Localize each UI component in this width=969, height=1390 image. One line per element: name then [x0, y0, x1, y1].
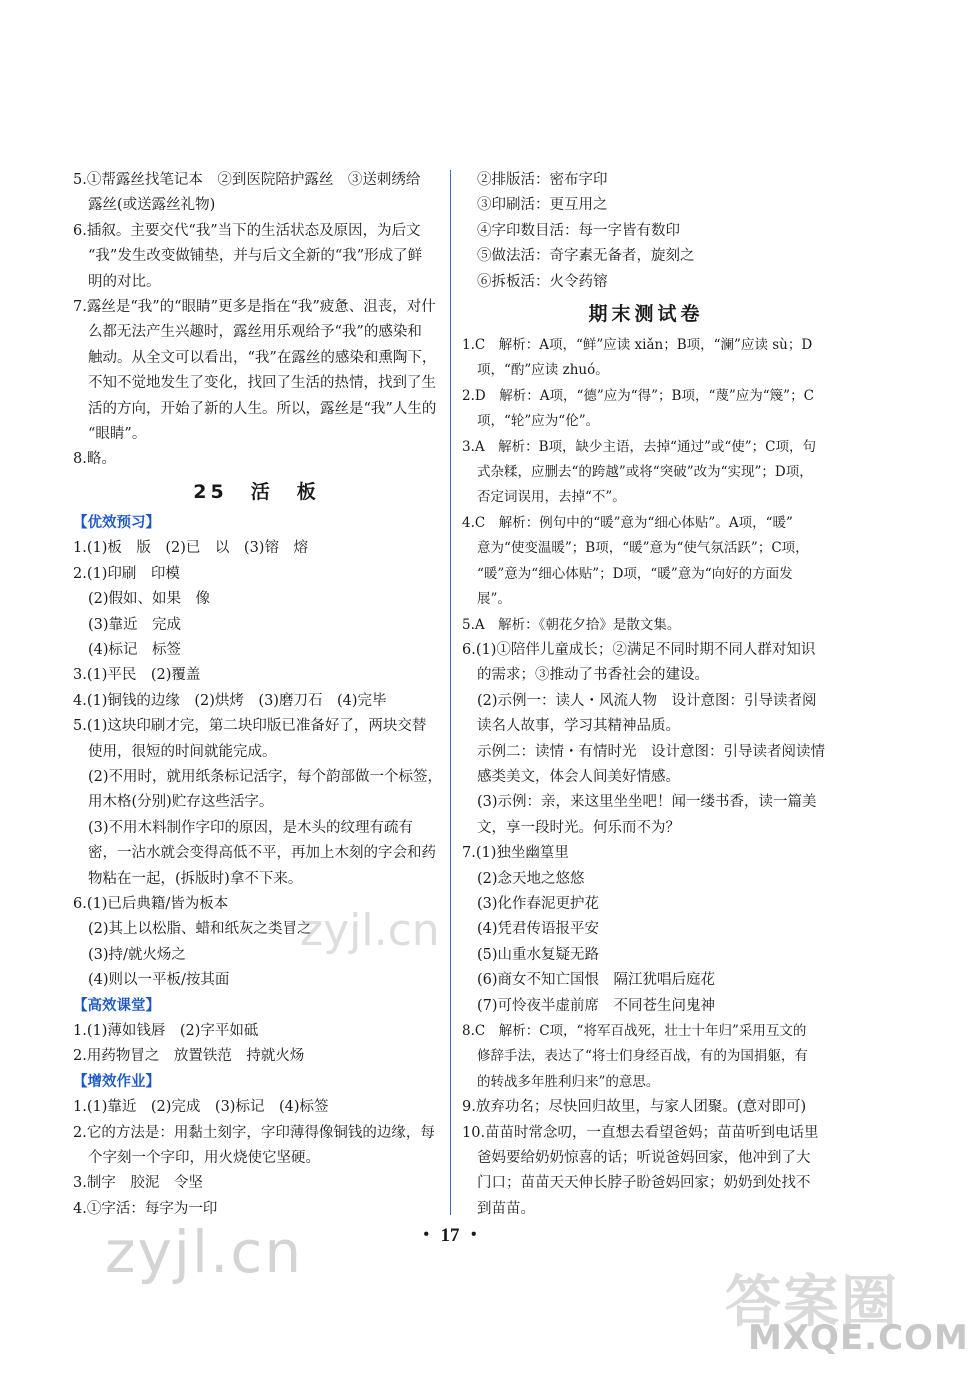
section-label: 【优效预习】: [73, 514, 160, 531]
answer-line: 4.(1)铜钱的边缘 (2)烘烤 (3)磨刀石 (4)完毕: [73, 692, 387, 709]
answer-line: 的转战多年胜利归来”的意思。: [477, 1073, 660, 1090]
section-label: 【增效作业】: [73, 1073, 160, 1090]
answer-line: 读名人故事，学习其精神品质。: [477, 718, 680, 735]
answer-line: 10.苗苗时常念叨，一直想去看望爸妈；苗苗听到电话里: [462, 1124, 819, 1141]
answer-line: 4.C 解析：例句中的“暖”意为“细心体贴”。A项，“暖”: [462, 514, 793, 531]
answer-line: 触动。从全文可以看出，“我”在露丝的感染和熏陶下，: [88, 349, 437, 366]
answer-line: 5.(1)这块印刷才完，第二块印版已准备好了，两块交替: [73, 718, 427, 735]
answer-line: 3.(1)平民 (2)覆盖: [73, 667, 201, 684]
answer-line: 7.露丝是“我”的“眼睛”更多是指在“我”疲惫、沮丧，对什: [73, 299, 436, 316]
answer-line: 到苗苗。: [477, 1200, 535, 1217]
answer-line: (3)靠近 完成: [88, 616, 182, 633]
page-number: ・ 17 ・: [416, 1225, 484, 1246]
answer-line: 9.放弃功名；尽快回归故里，与家人团聚。(意对即可): [462, 1099, 807, 1116]
answer-line: 式杂糅，应删去“的跨越”或将“突破”改为“实现”；D项，: [477, 464, 813, 481]
column-divider: [450, 170, 451, 1215]
section-label: 【高效课堂】: [73, 997, 160, 1014]
answer-line: (2)其上以松脂、蜡和纸灰之类冒之: [88, 921, 312, 938]
answer-line: 个字刻一个字印，用火烧使它坚硬。: [88, 1150, 320, 1167]
answer-line: 1.(1)靠近 (2)完成 (3)标记 (4)标签: [73, 1099, 329, 1116]
answer-line: 1.C 解析：A项，“鲜”应读 xiǎn；B项，“澜”应读 sù；D: [462, 337, 813, 354]
answer-line: (4)标记 标签: [88, 641, 182, 658]
answer-line: 物粘在一起，(拆版时)拿不下来。: [88, 870, 303, 887]
answer-line: 6.插叙。主要交代“我”当下的生活状态及原因，为后文: [73, 222, 421, 239]
answer-line: 1.(1)板 版 (2)已 以 (3)镕 熔: [73, 540, 308, 557]
answer-line: 使用，很短的时间就能完成。: [88, 743, 277, 760]
answer-line: (3)化作春泥更护花: [477, 895, 600, 912]
answer-line: 5.A 解析：《朝花夕拾》是散文集。: [462, 616, 681, 633]
answer-line: 2.它的方法是：用黏土刻字，字印薄得像铜钱的边缘，每: [73, 1124, 435, 1141]
answer-line: (7)可怜夜半虚前席 不同苍生问鬼神: [477, 997, 716, 1014]
answer-line: 项，“轮”应为“伦”。: [477, 413, 600, 430]
answer-line: (2)不用时，就用纸条标记活字，每个韵部做一个标签，: [88, 768, 443, 785]
answer-line: 门口；苗苗天天伸长脖子盼爸妈回家；奶奶到处找不: [477, 1175, 811, 1192]
answer-line: ⑥拆板活：火令药镕: [477, 273, 608, 290]
answer-line: 8.C 解析：C项，“将军百战死，壮士十年归”采用互文的: [462, 1023, 807, 1039]
answer-line: (2)念天地之悠悠: [477, 870, 585, 887]
answer-line: 2.用药物冒之 放置铁范 持就火炀: [73, 1048, 305, 1065]
section-title: 期末测试卷: [588, 303, 704, 326]
answer-line: ③印刷活：更互用之: [477, 197, 608, 214]
answer-line: 8.略。: [73, 451, 116, 468]
answer-line: 否定词误用，去掉“不”。: [477, 489, 626, 506]
watermark-logo-url: MXQE.COM: [748, 1318, 969, 1358]
answer-line: “暖”意为“细心体贴”；D项，“暖”意为“向好的方面发: [477, 565, 793, 582]
answer-line: “眼睛”。: [88, 426, 147, 443]
answer-line: 密，一沾水就会变得高低不平，再加上木刻的字会和药: [88, 845, 436, 862]
answer-line: (2)示例一：读人・风流人物 设计意图：引导读者阅: [477, 692, 817, 709]
answer-line: 明的对比。: [88, 273, 161, 290]
answer-line: “我”发生改变做铺垫，并与后文全新的“我”形成了鲜: [88, 248, 423, 265]
answer-line: 用木格(分别)贮存这些活字。: [88, 794, 274, 811]
watermark-overlay: zyjl.cn: [300, 905, 440, 956]
answer-line: ④字印数目活：每一字皆有数印: [477, 222, 680, 239]
answer-line: (3)不用木料制作字印的原因，是木头的纹理有疏有: [88, 819, 414, 836]
answer-line: 7.(1)独坐幽篁里: [462, 845, 569, 862]
answer-line: (4)则以一平板/按其面: [88, 972, 230, 989]
answer-line: 2.(1)印刷 印模: [73, 565, 180, 582]
answer-line: 6.(1)已后典籍/皆为板本: [73, 895, 229, 912]
answer-line: (3)示例：亲，来这里坐坐吧！闻一缕书香，读一篇美: [477, 794, 817, 811]
answer-line: 活的方向，开始了新的人生。所以，露丝是“我”人生的: [88, 400, 437, 417]
answer-line: 爸妈要给奶奶惊喜的话；听说爸妈回家，他冲到了大: [477, 1150, 811, 1167]
answer-line: (2)假如、如果 像: [88, 591, 211, 608]
section-title: 25 活 板: [193, 480, 320, 503]
answer-line: 3.A 解析：B项，缺少主语，去掉“通过”或“使”；C项，句: [462, 438, 816, 455]
left-column: [73, 168, 443, 1222]
answer-line: 展”。: [477, 591, 511, 608]
answer-line: 的需求；③推动了书香社会的建设。: [477, 667, 709, 684]
answer-line: 感类美文，体会人间美好情感。: [477, 768, 680, 785]
watermark-logo: 答案圈: [725, 1270, 899, 1335]
answer-line: 2.D 解析：A项，“德”应为“得”；B项，“蔑”应为“篾”；C: [462, 387, 814, 404]
answer-line: (3)持/就火炀之: [88, 946, 186, 963]
answer-line: 3.制字 胶泥 令坚: [73, 1175, 203, 1192]
answer-line: 项，“酌”应读 zhuó。: [477, 362, 609, 379]
answer-line: 修辞手法，表达了“将士们身经百战，有的为国捐躯，有: [477, 1048, 808, 1065]
answer-line: 么都无法产生兴趣时，露丝用乐观给予“我”的感染和: [88, 324, 422, 341]
answer-line: ②排版活：密布字印: [477, 172, 608, 188]
answer-line: 6.(1)①陪伴儿童成长；②满足不同时期不同人群对知识: [462, 641, 816, 658]
watermark-site: zyjl.cn: [105, 1218, 304, 1286]
answer-line: 示例二：读情・有情时光 设计意图：引导读者阅读情: [477, 743, 825, 760]
answer-line: 文，享一段时光。何乐而不为？: [477, 819, 680, 836]
answer-line: (4)凭君传语报平安: [477, 921, 600, 938]
answer-line: 露丝(或送露丝礼物): [88, 197, 216, 214]
answer-line: 4.①字活：每字为一印: [73, 1200, 218, 1217]
answer-line: (6)商女不知亡国恨 隔江犹唱后庭花: [477, 972, 716, 989]
answer-line: 1.(1)薄如钱唇 (2)字平如砥: [73, 1023, 259, 1039]
answer-line: ⑤做法活：奇字素无备者，旋刻之: [477, 248, 695, 265]
right-column: [462, 168, 830, 1222]
answer-line: (5)山重水复疑无路: [477, 946, 600, 963]
answer-line: 不知不觉地发生了变化，找回了生活的热情，找到了生: [88, 375, 436, 392]
answer-line: 意为“使变温暖”；B项，“暖”意为“使气氛活跃”；C项，: [477, 540, 809, 557]
answer-line: 5.①帮露丝找笔记本 ②到医院陪护露丝 ③送刺绣给: [73, 172, 421, 188]
